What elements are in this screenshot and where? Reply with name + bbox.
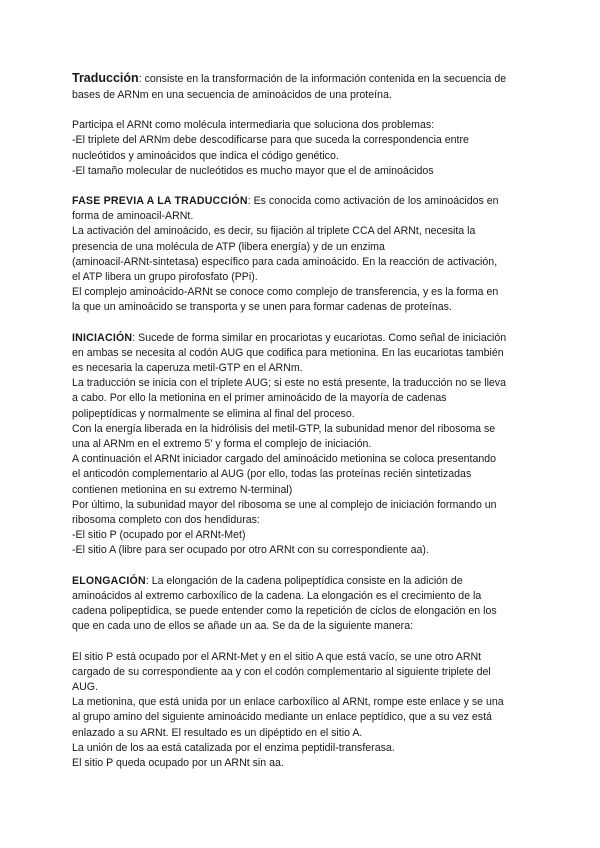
pasos-line: El sitio P queda ocupado por un ARNt sin aa. xyxy=(72,756,284,769)
pasos-line: El sitio P está ocupado por el ARNt-Met y en el sitio A que está vacío, se une otro ARNt xyxy=(72,650,482,663)
iniciacion-line: -El sitio A (libre para ser ocupado por otro ARNt con su correspondiente aa). xyxy=(72,544,429,557)
pasos-paragraph xyxy=(72,650,532,772)
fase-previa-line: El complejo aminoácido-ARNt se conoce como complejo de transferencia, y es la forma en xyxy=(72,286,499,299)
elongacion-line: que en cada uno de ellos se añade un aa. Se da de la siguiente manera: xyxy=(72,620,414,633)
iniciacion-line: ribosoma completo con dos hendiduras: xyxy=(72,514,260,527)
intro-line-1 xyxy=(72,70,532,88)
iniciacion-line: el anticodón complementario al AUG (por ello, todas las proteínas recién sintetizadas xyxy=(72,468,472,481)
iniciacion-line: La traducción se inicia con el triplete AUG; si este no está presente, la traducción no se lleva xyxy=(72,377,506,390)
pasos-line: al grupo amino del siguiente aminoácido mediante un enlace peptídico, que a su vez está xyxy=(72,711,492,724)
iniciacion-line: es necesaria la caperuza metil-GTP en el ARNm. xyxy=(72,362,303,375)
fase-previa-line: La activación del aminoácido, es decir, su fijación al triplete CCA del ARNt, necesita la xyxy=(72,225,476,238)
participa-line: nucleótidos y aminoácidos que indica el código genético. xyxy=(72,149,339,162)
pasos-line: cargado de su correspondiente aa y con el codón complementario al siguiente triplete del xyxy=(72,665,491,678)
fase-previa-line: el ATP libera un grupo pirofosfato (PPi). xyxy=(72,271,258,284)
participa-line: -El tamaño molecular de nucleótidos es mucho mayor que el de aminoácidos xyxy=(72,164,434,177)
fase-previa-line: la que un aminoácido se transporta y se unen para formar cadenas de proteínas. xyxy=(72,301,452,314)
participa-paragraph xyxy=(72,118,532,179)
iniciacion-text: : Sucede de forma similar en procariotas y eucariotas. Como señal de iniciación xyxy=(132,331,507,344)
elongacion-line-1 xyxy=(72,574,532,589)
iniciacion-line-1 xyxy=(72,331,532,346)
intro-paragraph xyxy=(72,70,532,103)
iniciacion-line: Por último, la subunidad mayor del ribosoma se une al complejo de iniciación formando un xyxy=(72,498,497,511)
intro-text: : consiste en la transformación de la información contenida en la secuencia de xyxy=(138,73,507,85)
pasos-line: La metionina, que está unida por un enlace carboxílico al ARNt, rompe este enlace y se una xyxy=(72,696,504,709)
elongacion-line: cadena polipeptídica, se puede entender como la repetición de ciclos de elongación en los xyxy=(72,605,497,618)
iniciacion-line: Con la energía liberada en la hidrólisis del metil-GTP, la subunidad menor del ribosoma se xyxy=(72,422,496,435)
document-page xyxy=(72,70,532,786)
iniciacion-line: -El sitio P (ocupado por el ARNt-Met) xyxy=(72,529,246,542)
iniciacion-line: en ambas se necesita al codón AUG que codifica para metionina. En las eucariotas también xyxy=(72,346,504,359)
pasos-line: La unión de los aa está catalizada por el enzima peptidil-transferasa. xyxy=(72,741,395,754)
elongacion-section xyxy=(72,574,532,635)
elongacion-text: : La elongación de la cadena polipeptídica consiste en la adición de xyxy=(145,574,463,587)
fase-previa-text: : Es conocida como activación de los aminoácidos en xyxy=(247,195,499,208)
document-title: Traducción xyxy=(72,71,139,85)
fase-previa-line: presencia de una molécula de ATP (libera energía) y de un enzima xyxy=(72,240,385,253)
fase-previa-line: (aminoacil-ARNt-sintetasa) específico para cada aminoácido. En la reacción de activación, xyxy=(72,255,498,268)
pasos-line: AUG. xyxy=(72,680,98,693)
fase-previa-heading: FASE PREVIA A LA TRADUCCIÓN xyxy=(72,195,248,208)
pasos-line: enlazado a su ARNt. El resultado es un dipéptido en el sitio A. xyxy=(72,726,363,739)
fase-previa-line: forma de aminoacil-ARNt. xyxy=(72,210,194,223)
participa-line: -El triplete del ARNm debe descodificarse para que suceda la correspondencia entre xyxy=(72,134,469,147)
iniciacion-line: contienen metionina en su extremo N-terminal) xyxy=(72,483,293,496)
fase-previa-section xyxy=(72,194,532,316)
iniciacion-line: una al ARNm en el extremo 5' y forma el complejo de iniciación. xyxy=(72,438,372,451)
iniciacion-line: a cabo. Por ello la metionina en el primer aminoácido de la mayoría de cadenas xyxy=(72,392,447,405)
iniciacion-heading: INICIACIÓN xyxy=(72,331,133,344)
participa-line: Participa el ARNt como molécula intermediaria que soluciona dos problemas: xyxy=(72,119,435,132)
iniciacion-line: polipeptídicas y normalmente se elimina al final del proceso. xyxy=(72,407,355,420)
elongacion-line: aminoácidos al extremo carboxílico de la cadena. La elongación es el crecimiento de la xyxy=(72,589,482,602)
iniciacion-line: A continuación el ARNt iniciador cargado del aminoácido metionina se coloca presentando xyxy=(72,453,497,466)
fase-previa-line-1 xyxy=(72,194,532,209)
elongacion-heading: ELONGACIÓN xyxy=(72,574,146,587)
intro-line-2: bases de ARNm en una secuencia de aminoácidos de una proteína. xyxy=(72,89,392,101)
iniciacion-section xyxy=(72,331,532,559)
